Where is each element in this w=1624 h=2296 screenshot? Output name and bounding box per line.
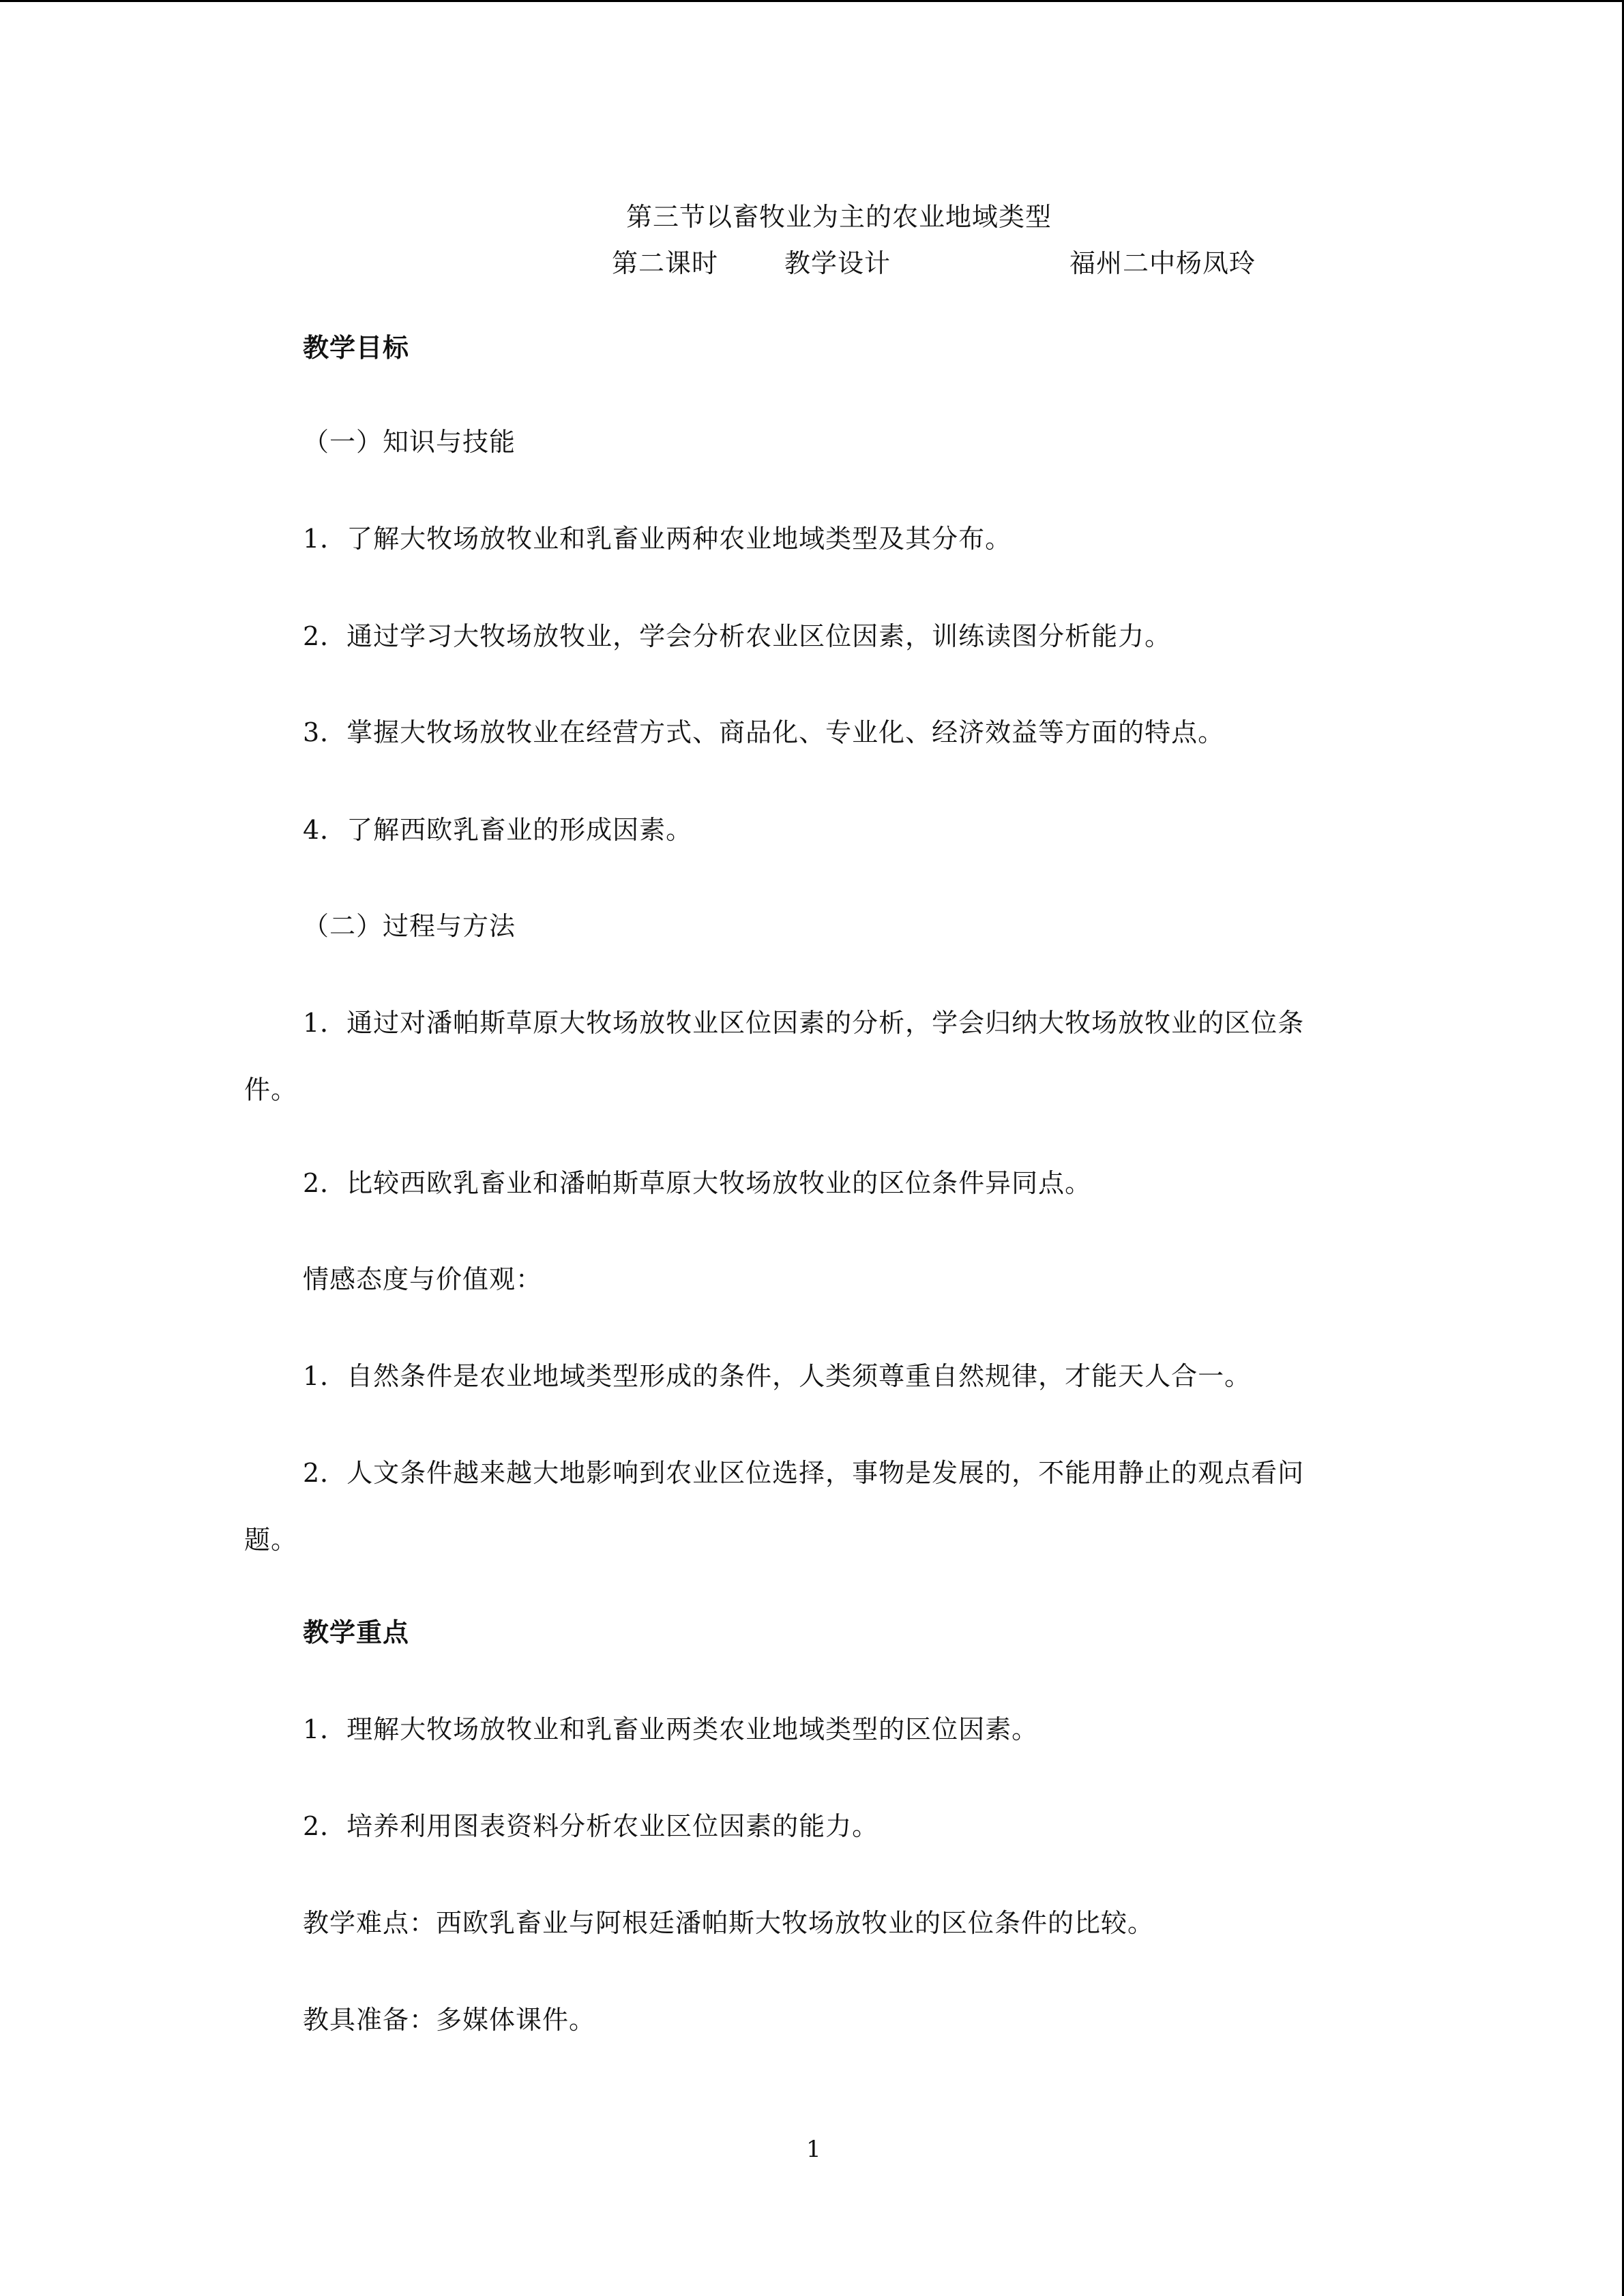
knowledge-heading: （一）知识与技能	[303, 427, 516, 457]
design-label: 教学设计	[784, 248, 891, 278]
emotion-item-continuation: 题。	[244, 1525, 298, 1555]
tools-line: 教具准备：多媒体课件。	[303, 2005, 596, 2035]
knowledge-item: 4．了解西欧乳畜业的形成因素。	[303, 815, 693, 845]
key-point-item: 1．理解大牧场放牧业和乳畜业两类农业地域类型的区位因素。	[303, 1714, 1039, 1744]
emotion-item-line: 2．人文条件越来越大地影响到农业区位选择，事物是发展的，不能用静止的观点看问	[303, 1458, 1305, 1488]
page-number: 1	[806, 2136, 822, 2163]
emotion-heading: 情感态度与价值观：	[303, 1264, 543, 1294]
process-heading: （二）过程与方法	[303, 911, 516, 941]
objectives-heading: 教学目标	[303, 332, 410, 363]
key-points-heading: 教学重点	[303, 1617, 410, 1648]
author-label: 福州二中杨凤玲	[1069, 248, 1256, 278]
process-item-continuation: 件。	[244, 1075, 298, 1105]
top-border	[0, 0, 1624, 2]
knowledge-item: 1．了解大牧场放牧业和乳畜业两种农业地域类型及其分布。	[303, 524, 1012, 554]
difficulty-line: 教学难点：西欧乳畜业与阿根廷潘帕斯大牧场放牧业的区位条件的比较。	[303, 1908, 1155, 1938]
knowledge-item: 3．掌握大牧场放牧业在经营方式、商品化、专业化、经济效益等方面的特点。	[303, 717, 1225, 747]
emotion-item-line: 1．自然条件是农业地域类型形成的条件，人类须尊重自然规律，才能天人合一。	[303, 1361, 1252, 1391]
process-item-line: 1．通过对潘帕斯草原大牧场放牧业区位因素的分析，学会归纳大牧场放牧业的区位条	[303, 1008, 1305, 1038]
lesson-label: 第二课时	[612, 248, 719, 278]
key-point-item: 2．培养利用图表资料分析农业区位因素的能力。	[303, 1811, 879, 1841]
document-title: 第三节以畜牧业为主的农业地域类型	[626, 202, 1052, 232]
knowledge-item: 2．通过学习大牧场放牧业，学会分析农业区位因素，训练读图分析能力。	[303, 621, 1172, 651]
process-item-line: 2．比较西欧乳畜业和潘帕斯草原大牧场放牧业的区位条件异同点。	[303, 1168, 1092, 1198]
